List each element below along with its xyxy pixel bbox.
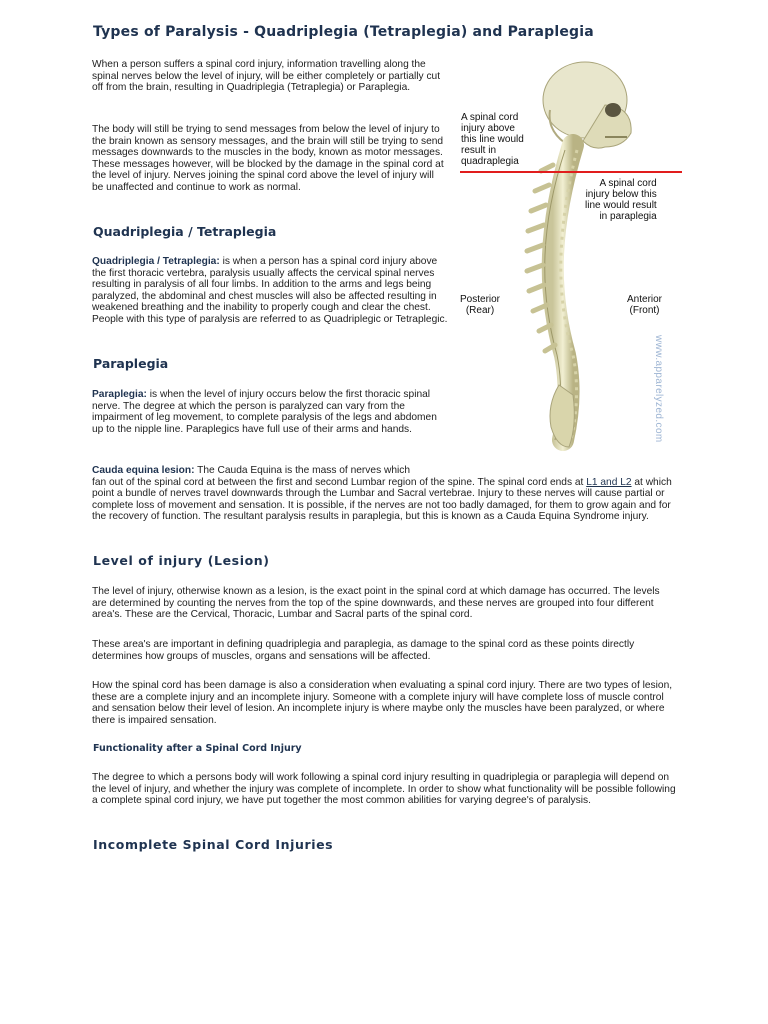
functionality-paragraph: The degree to which a persons body will work following a spinal cord injury resulting in quadriplegia or paraplegia will depend on the level of injury, and whether the injury was complete of incomplete. In order to show what functionality will be possible following a complete spinal cord injury, we have put together the most common abilities for varying degree's of paralysis. [92, 772, 676, 807]
intro-paragraph-2: The body will still be trying to send messages from below the level of injury to the brain known as sensory messages, and the brain will still be trying to send messages downwards to the muscles in the body, known as motor messages. These messages however, will be blocked by the damage in the spinal cord at the level of injury. Nerves joining the spinal cord above the level of injury will be unaffected and continue to work as normal. [92, 124, 444, 193]
spine-figure [455, 55, 685, 455]
quadriplegia-text: is when a person has a spinal cord injury above the first thoracic vertebra, paralysis usually affects the cervical spinal nerves resulting in paralysis of all four limbs. In addition to the arms and legs being paralyzed, the abdominal and chest muscles will also be affected resulting in weakened breathing and the inability to properly cough and clear the chest. People with this type of paralysis are referred to as Quadriplegic or Tetraplegic. [92, 256, 448, 325]
functionality-heading: Functionality after a Spinal Cord Injury [93, 743, 302, 754]
cauda-equina-text-c: at which point a bundle of nerves travel downwards through the Lumbar and Sacral vertebrae. Injury to these nerves will cause partial or complete loss of movement and sensation. It is possible, if the nerves are not too badly damaged, for them to grow again and for the recovery of function. The resultant paralysis results in paraplegia, but this is known as a Cauda Equina Syndrome injury. [92, 476, 672, 523]
paraplegia-paragraph [92, 389, 450, 435]
watermark: www.apparelyzed.com [653, 335, 664, 443]
level-of-injury-heading: Level of injury (Lesion) [93, 553, 270, 568]
skull-icon [543, 62, 631, 148]
paraplegia-term: Paraplegia: [92, 389, 147, 400]
paraplegia-text: is when the level of injury occurs below the first thoracic spinal nerve. The degree at which the person is paralyzed can vary from the impairment of leg movement, to complete paralysis of the legs and abdomen up to the nipple line. Paraplegics have full use of their arms and hands. [92, 389, 437, 435]
level-paragraph-2: These area's are important in defining quadriplegia and paraplegia, as damage to the spinal cord as these points directly determines how groups of muscles, organs and sensations will be affected. [92, 639, 635, 662]
cauda-equina-text-b: fan out of the spinal cord at between the first and second Lumbar region of the spine. The spinal cord ends at [92, 476, 587, 488]
injury-level-line [460, 171, 682, 173]
cauda-equina-paragraph [92, 465, 676, 523]
paraplegia-heading: Paraplegia [93, 356, 169, 371]
level-paragraph-1: The level of injury, otherwise known as a lesion, is the exact point in the spinal cord at which damage has occurred. The levels are determined by counting the nerves from the top of the spine downwards, and these nerves are grouped into four different area's. These are the Cervical, Thoracic, Lumbar and Sacral parts of the spinal cord. [92, 586, 660, 621]
cauda-equina-term: Cauda equina lesion: [92, 465, 195, 476]
intro-paragraph-1: When a person suffers a spinal cord injury, information travelling along the spinal nerves below the level of injury, will be either completely or partially cut off from the brain, resulting in Quadriplegia (Tetraplegia) or Paraplegia. [92, 59, 441, 94]
anterior-label: Anterior (Front) [627, 294, 663, 316]
level-paragraph-3: How the spinal cord has been damage is also a consideration when evaluating a spinal cord injury. There are two types of lesion, these are a complete injury and an incomplete injury. Someone with a complete injury will have complete loss of muscle control and sensation below their level of lesion. An incomplete injury is where maybe only the muscles have been paralyzed, or where there is impaired sensation. [92, 680, 673, 726]
incomplete-injuries-heading: Incomplete Spinal Cord Injuries [93, 837, 334, 852]
above-line-label: A spinal cord injury above this line would result in quadraplegia [461, 112, 524, 167]
cauda-equina-text-a: The Cauda Equina is the mass of nerves which [194, 465, 411, 476]
quadriplegia-term: Quadriplegia / Tetraplegia: [92, 256, 220, 267]
l1-l2-link[interactable]: L1 and L2 [586, 476, 632, 488]
posterior-label: Posterior (Rear) [460, 294, 501, 316]
page-title: Types of Paralysis - Quadriplegia (Tetraplegia) and Paraplegia [93, 24, 594, 40]
spine-column-icon [527, 145, 577, 447]
below-line-label: A spinal cord injury below this line would result in paraplegia [585, 178, 657, 222]
quadriplegia-heading: Quadriplegia / Tetraplegia [93, 224, 277, 239]
quadriplegia-paragraph [92, 256, 450, 326]
